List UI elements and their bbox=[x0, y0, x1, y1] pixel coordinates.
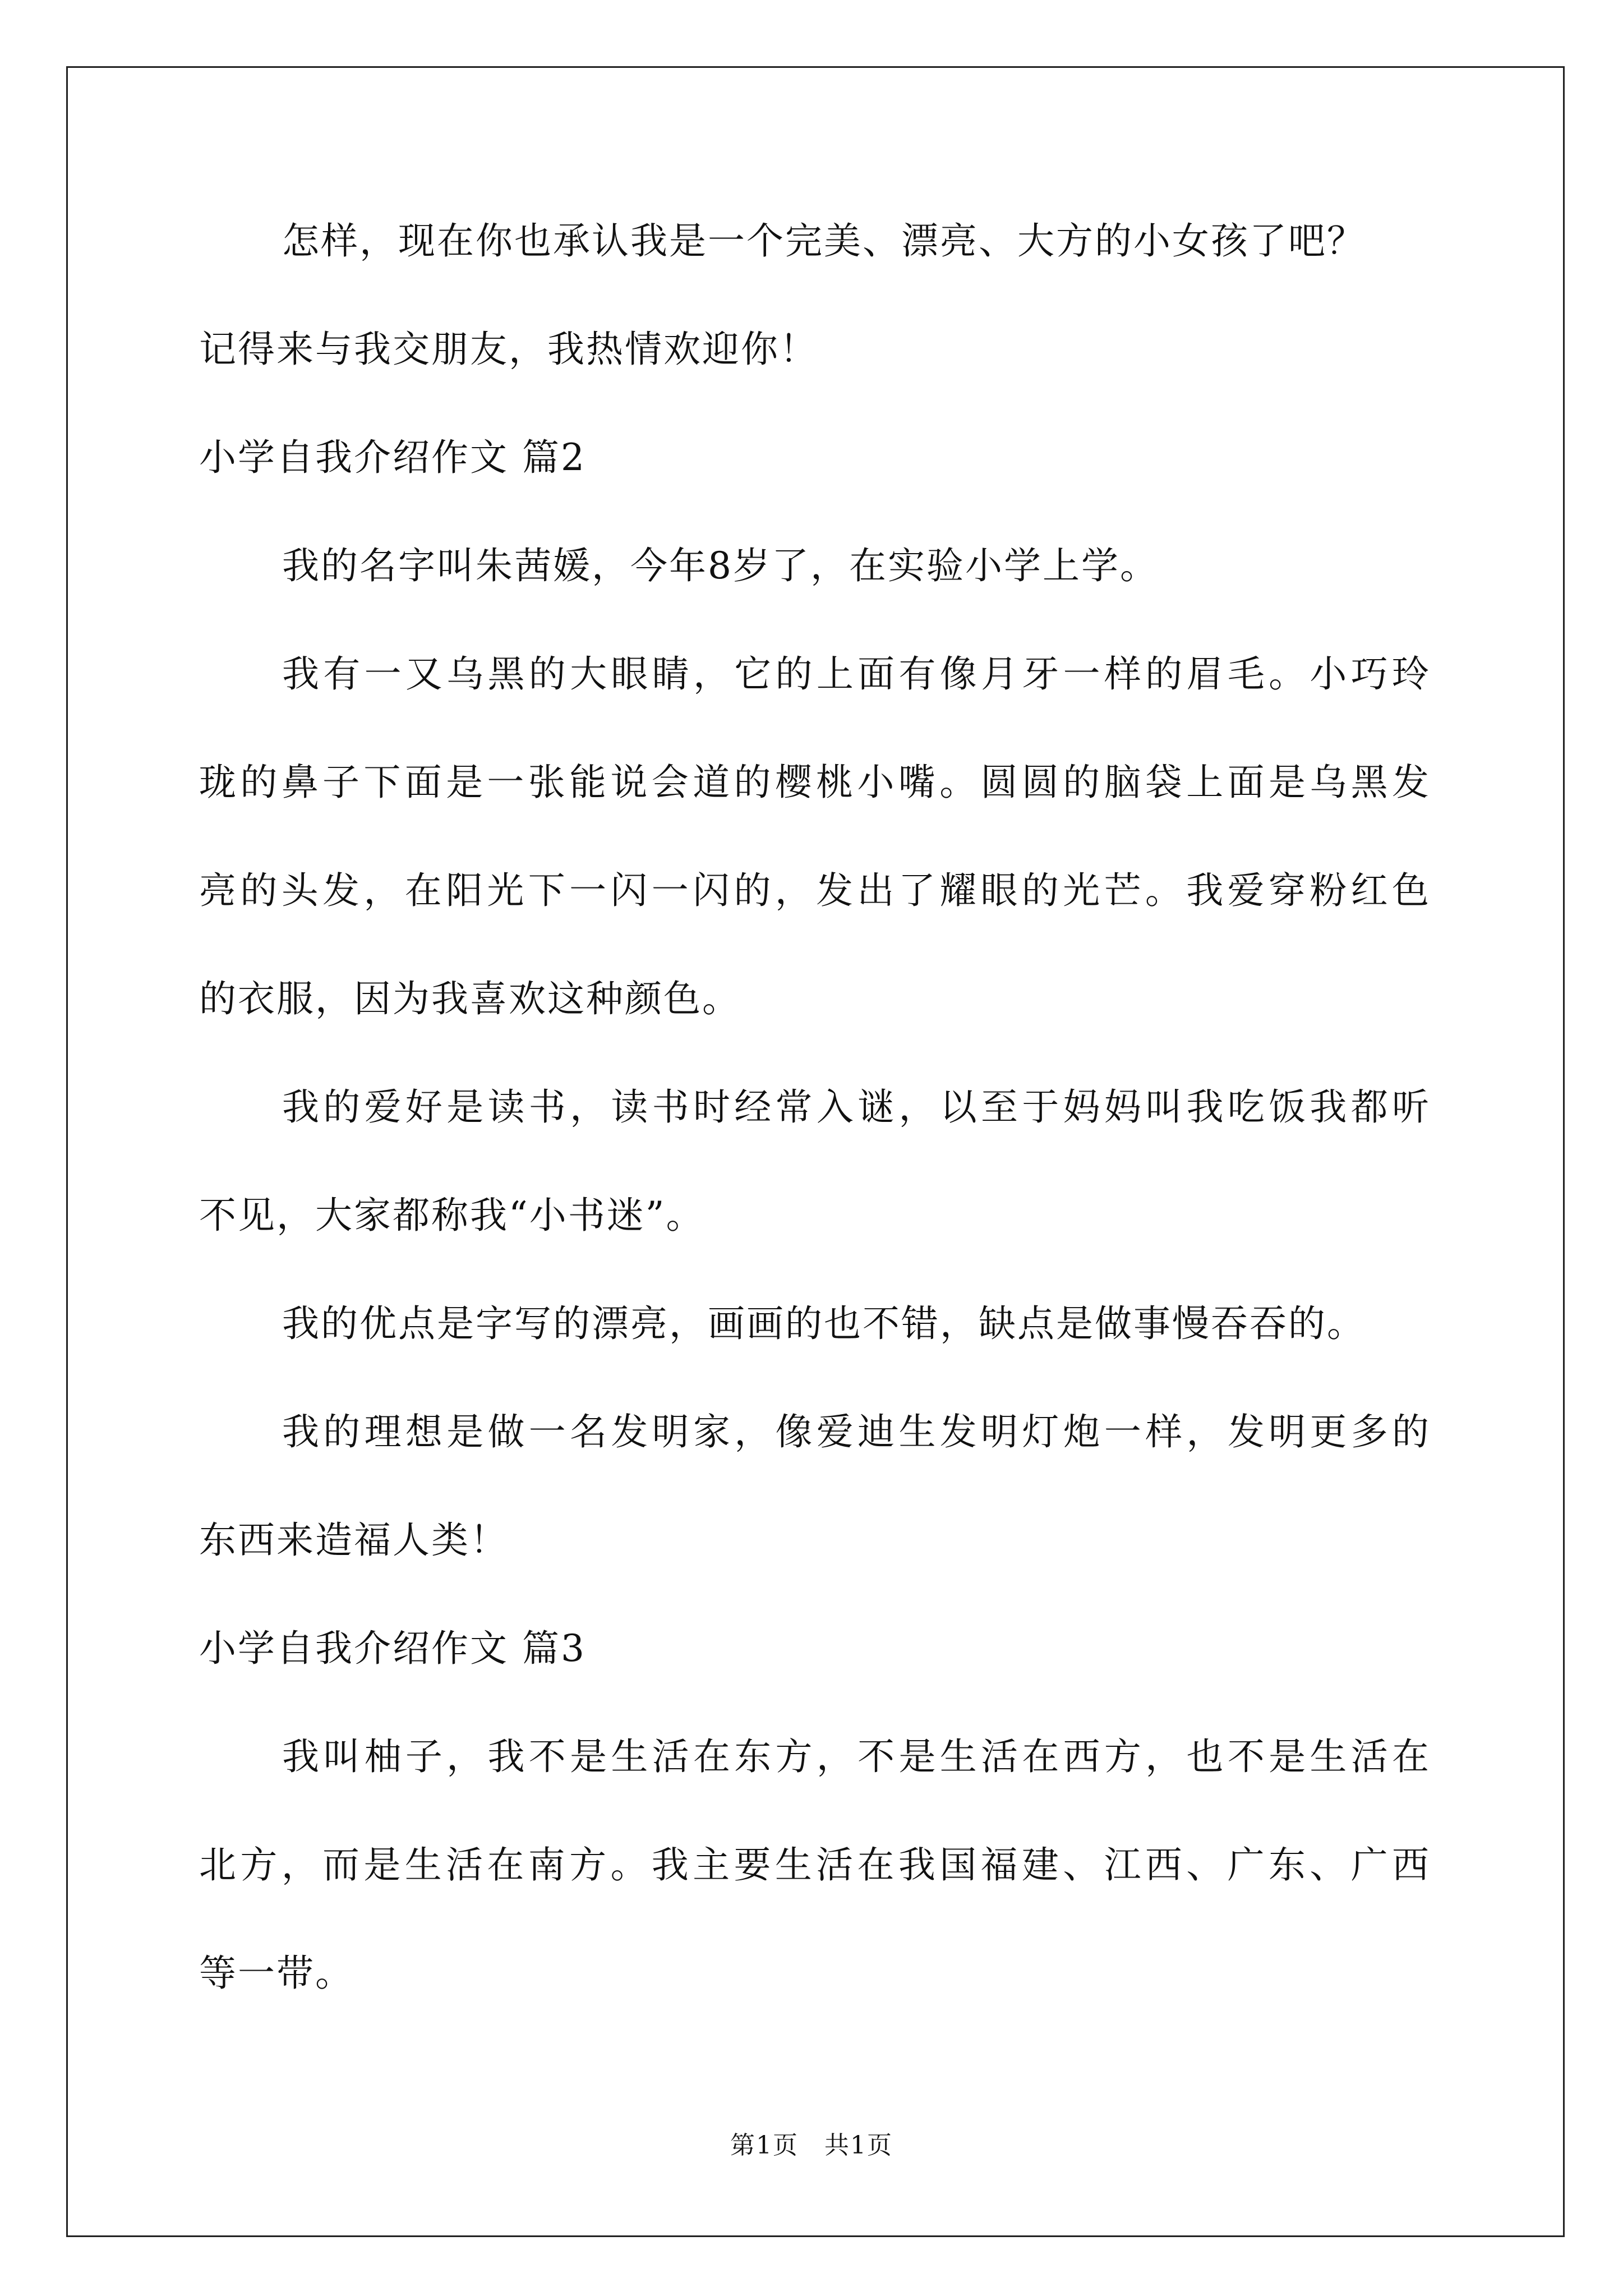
paragraph-line: 我的名字叫朱茜媛，今年8岁了，在实验小学上学。 bbox=[282, 544, 1159, 587]
paragraph-line: 我的爱好是读书，读书时经常入谜，以至于妈妈叫我吃饭我都听 bbox=[282, 1085, 1431, 1129]
page-number: 第1页 共1页 bbox=[730, 2131, 893, 2160]
paragraph-line: 我的优点是字写的漂亮，画画的也不错，缺点是做事慢吞吞的。 bbox=[282, 1302, 1366, 1345]
section-heading: 小学自我介绍作文 篇2 bbox=[199, 436, 586, 479]
paragraph-line: 等一带。 bbox=[199, 1952, 354, 1995]
paragraph-line: 不见，大家都称我“小书迷”。 bbox=[199, 1194, 705, 1237]
paragraph-line: 怎样，现在你也承认我是一个完美、漂亮、大方的小女孩了吧？ bbox=[282, 219, 1366, 263]
paragraph-line: 我有一又乌黑的大眼睛，它的上面有像月牙一样的眉毛。小巧玲 bbox=[282, 652, 1431, 696]
paragraph-line: 亮的头发，在阳光下一闪一闪的，发出了耀眼的光芒。我爱穿粉红色 bbox=[199, 869, 1431, 912]
paragraph-line: 北方，而是生活在南方。我主要生活在我国福建、江西、广东、广西 bbox=[199, 1843, 1431, 1887]
page-border bbox=[66, 66, 1565, 2237]
paragraph-line: 珑的鼻子下面是一张能说会道的樱桃小嘴。圆圆的脑袋上面是乌黑发 bbox=[199, 761, 1431, 804]
paragraph-line: 我叫柚子，我不是生活在东方，不是生活在西方，也不是生活在 bbox=[282, 1735, 1431, 1778]
paragraph-line: 我的理想是做一名发明家，像爱迪生发明灯炮一样，发明更多的 bbox=[282, 1410, 1431, 1453]
paragraph-line: 记得来与我交朋友，我热情欢迎你！ bbox=[199, 328, 818, 371]
paragraph-line: 东西来造福人类！ bbox=[199, 1519, 509, 1562]
section-heading: 小学自我介绍作文 篇3 bbox=[199, 1627, 586, 1670]
paragraph-line: 的衣服，因为我喜欢这种颜色。 bbox=[199, 977, 741, 1020]
